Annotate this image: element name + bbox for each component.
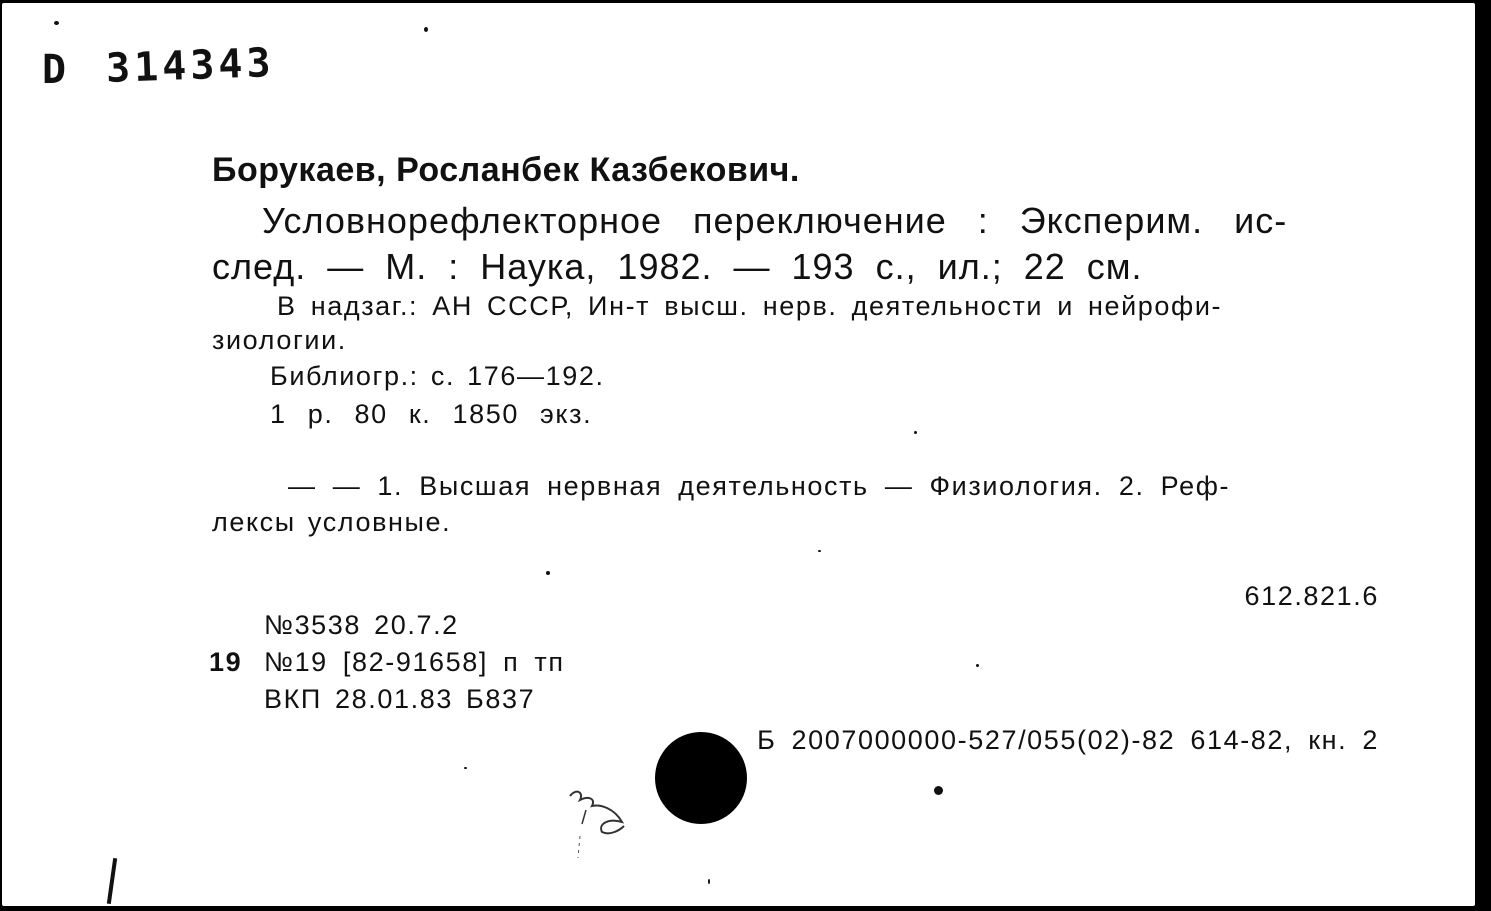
title-line-1: Условнорефлекторное переключение : Эксперим. ис- — [262, 200, 1288, 241]
call-number: 314343 — [105, 40, 276, 92]
punch-hole — [655, 732, 747, 824]
speck — [424, 27, 428, 32]
note-line-1: В надзаг.: АН СССР, Ин-т высш. нерв. деятельности и нейрофи- — [277, 291, 1223, 321]
price-edition-note: 1 р. 80 к. 1850 экз. — [270, 399, 593, 429]
speck — [546, 571, 550, 575]
speck — [914, 431, 917, 434]
subject-line-2: лексы условные. — [212, 507, 452, 537]
speck — [464, 767, 467, 769]
publisher-code-line: Б 2007000000-527/055(02)-82 614-82, кн. 2 — [757, 725, 1379, 755]
bibliography-note: Библиогр.: с. 176—192. — [270, 361, 605, 391]
title-line-2: след. — М. : Наука, 1982. — 193 с., ил.; 22 см. — [212, 246, 1143, 287]
speck — [818, 550, 821, 552]
inventory-line-1: №3538 20.7.2 — [264, 610, 459, 640]
speck — [976, 664, 979, 667]
subject-line-1: — — 1. Высшая нервная деятельность — Физиология. 2. Реф- — [288, 471, 1231, 501]
inventory-line-2: №19 [82-91658] п тп — [264, 647, 565, 677]
call-number-prefix: D — [42, 47, 69, 93]
speck — [54, 21, 59, 25]
pencil-tick-mark — [107, 858, 117, 904]
inventory-line-3: ВКП 28.01.83 Б837 — [264, 684, 536, 714]
udc-classification: 612.821.6 — [1244, 581, 1379, 611]
note-line-2: зиологии. — [212, 325, 347, 355]
author-heading: Борукаев, Росланбек Казбекович. — [212, 151, 800, 189]
handwritten-mark-icon — [562, 778, 642, 868]
inventory-prefix: 19 — [209, 647, 243, 677]
speck — [708, 879, 710, 884]
catalog-card — [2, 3, 1475, 906]
speck — [934, 786, 943, 795]
